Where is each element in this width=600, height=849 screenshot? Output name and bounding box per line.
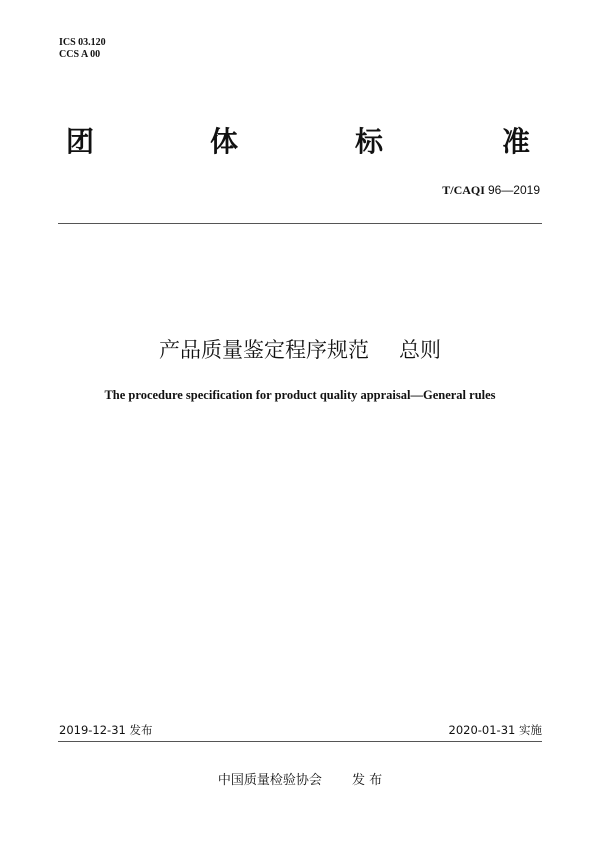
standard-type-char: 团 bbox=[66, 125, 95, 158]
title-chinese bbox=[0, 336, 600, 364]
title-english: The procedure specification for product quality appraisal—General rules bbox=[104, 388, 496, 402]
ccs-code: CCS A 00 bbox=[59, 49, 101, 60]
standard-type-char: 体 bbox=[210, 125, 239, 158]
standard-number-prefix: T/CAQI bbox=[442, 183, 485, 197]
bottom-divider bbox=[58, 741, 542, 742]
implementation-date: 2020-01-31 实施 bbox=[448, 723, 542, 737]
ics-code: ICS 03.120 bbox=[59, 37, 106, 48]
standard-type-heading bbox=[0, 126, 600, 160]
publisher-action: 发 布 bbox=[351, 773, 383, 788]
standard-type-char: 标 bbox=[355, 125, 384, 158]
publisher-name: 中国质量检验协会 bbox=[217, 773, 322, 788]
top-divider bbox=[58, 223, 542, 224]
issue-date: 2019-12-31 发布 bbox=[59, 723, 153, 737]
standard-number-value: 96—2019 bbox=[487, 183, 540, 197]
standard-type-char: 准 bbox=[502, 125, 531, 158]
publisher bbox=[0, 769, 600, 788]
standard-number bbox=[442, 183, 540, 198]
title-chinese-sub: 总则 bbox=[399, 338, 441, 362]
title-chinese-main: 产品质量鉴定程序规范 bbox=[159, 338, 369, 362]
